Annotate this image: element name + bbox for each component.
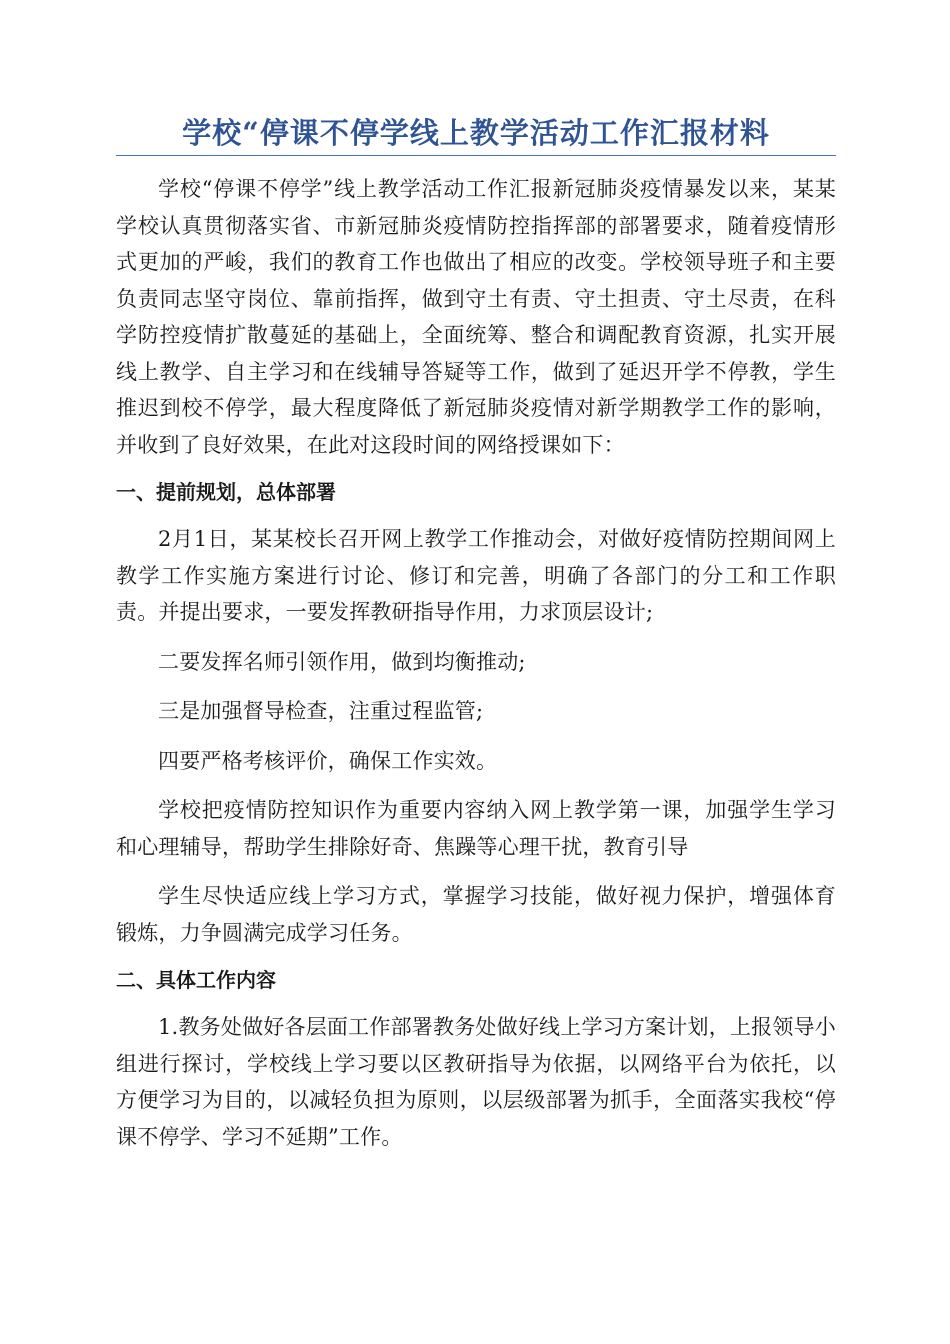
section-heading-2: 二、具体工作内容 [116, 968, 276, 992]
paragraph-3: 三是加强督导检查，注重过程监管; [158, 699, 484, 723]
paragraph-2: 二要发挥名师引领作用，做到均衡推动; [158, 649, 526, 674]
intro-paragraph: 学校“停课不停学”线上教学活动工作汇报新冠肺炎疫情暴发以来，某某学校认真贯彻落实省、市新冠肺炎疫情防控指挥部的部署要求，随着疫情形式更加的严峻，我们的教育工作也做出了相应的改变。学校领导班子和主要负责同志坚守岗位、靠前指挥，做到守土有责、守土担责、守土尽责，在科学防控疫情扩散蔓延的基础上，全面统筹、整合和调配教育资源，扎实开展线上教学、自主学习和在线辅导答疑等工作，做到了延迟开学不停教，学生推迟到校不停学，最大程度降低了新冠肺炎疫情对新学期教学工作的影响，并收到了良好效果，在此对这段时间的网络授课如下： [116, 177, 836, 457]
paragraph-7: 1.教务处做好各层面工作部署教务处做好线上学习方案计划，上报领导小组进行探讨，学校线上学习要以区教研指导为依据，以网络平台为依托，以方便学习为目的，以减轻负担为原则，以层级部署为抓手，全面落实我校“停课不停学、学习不延期”工作。 [116, 1015, 836, 1149]
paragraph-6: 学生尽快适应线上学习方式，掌握学习技能，做好视力保护，增强体育锻炼，力争圆满完成学习任务。 [116, 884, 836, 945]
paragraph-5: 学校把疫情防控知识作为重要内容纳入网上教学第一课，加强学生学习和心理辅导，帮助学生排除好奇、焦躁等心理干扰，教育引导 [116, 798, 836, 859]
document-title: 学校“停课不停学线上教学活动工作汇报材料 [116, 112, 836, 156]
paragraph-4: 四要严格考核评价，确保工作实效。 [158, 748, 498, 773]
section-heading-1: 一、提前规划，总体部署 [116, 480, 336, 504]
paragraph-1: 2月1日，某某校长召开网上教学工作推动会，对做好疫情防控期间网上教学工作实施方案进行讨论、修订和完善，明确了各部门的分工和工作职责。并提出要求，一要发挥教研指导作用，力求顶层设计; [116, 527, 836, 624]
document-page [116, 112, 836, 1155]
